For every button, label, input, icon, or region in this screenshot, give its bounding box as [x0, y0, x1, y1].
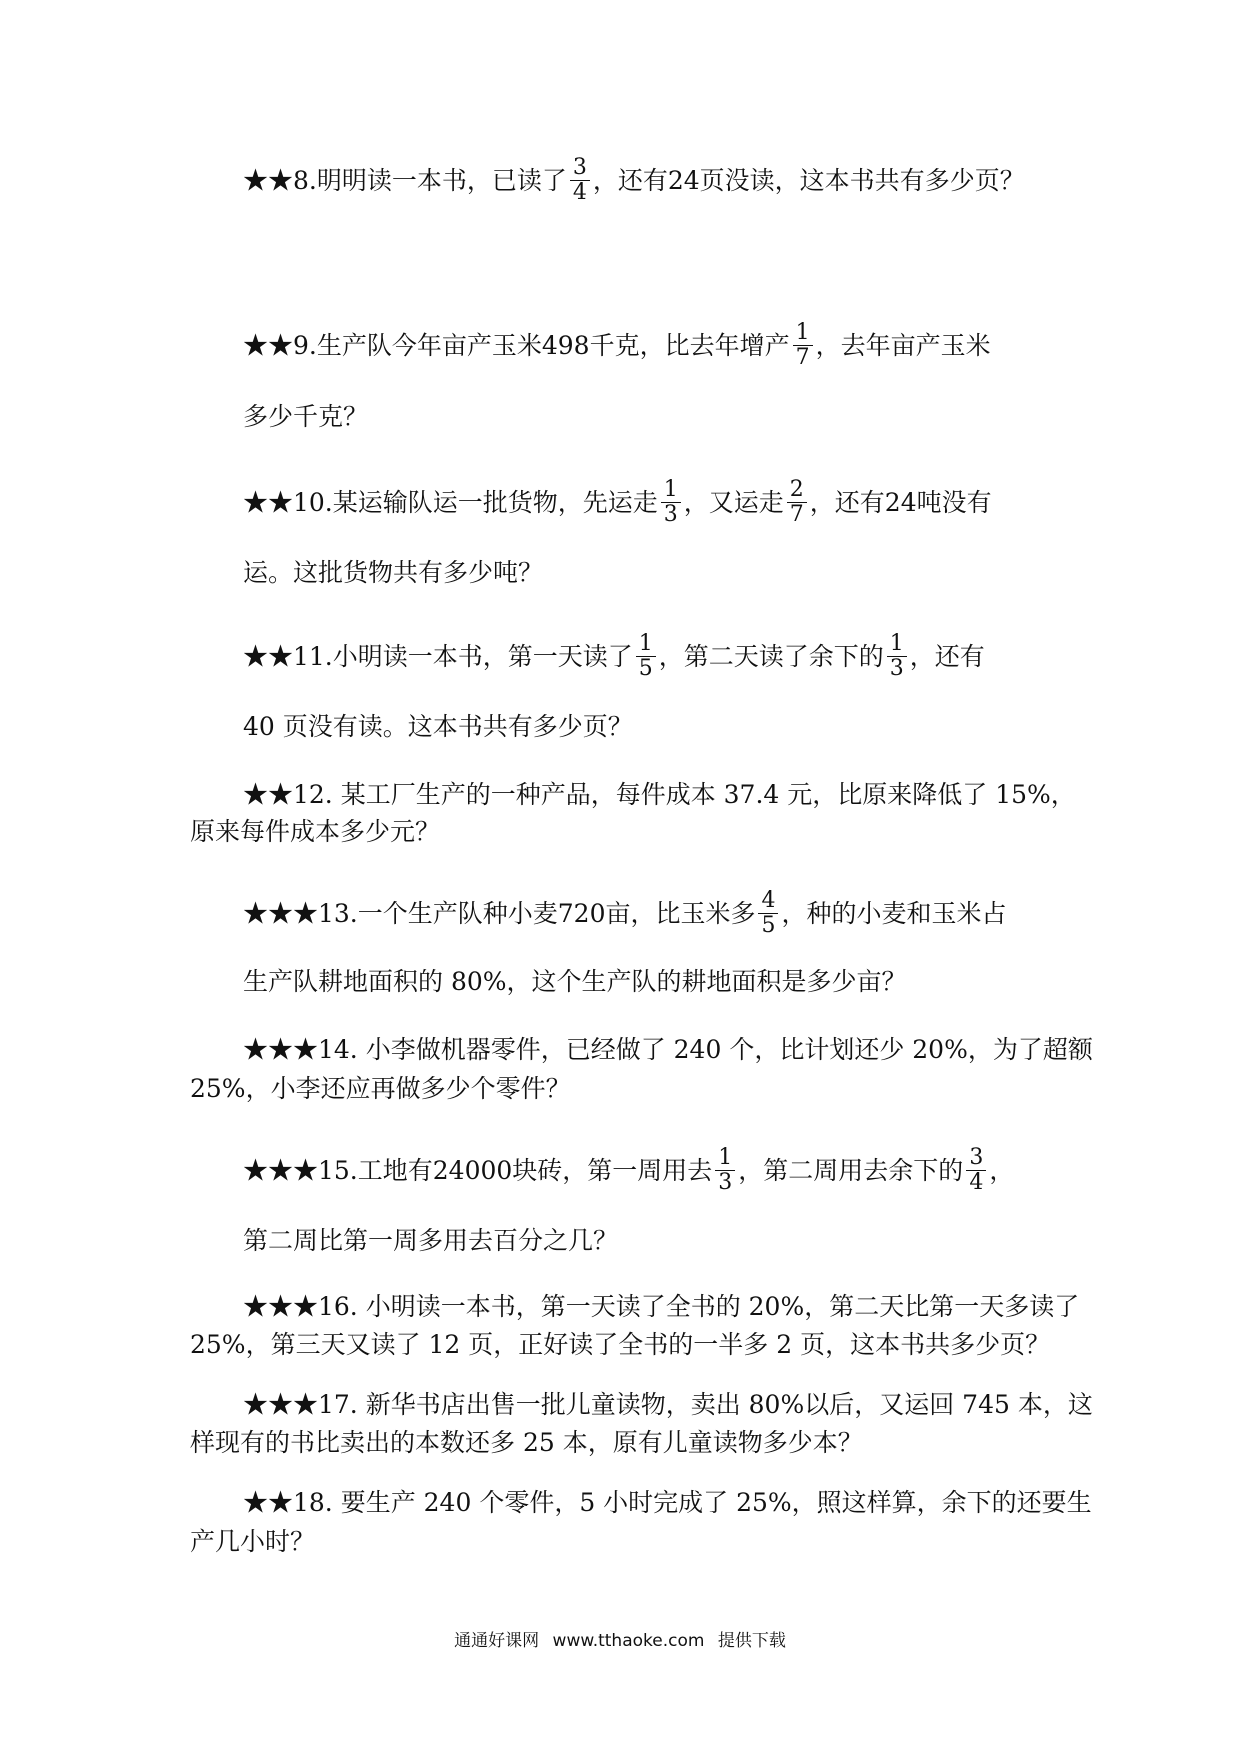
problem-13-fraction [758, 889, 778, 938]
problem-17-line-2: 样现有的书比卖出的本数还多 25 本，原有儿童读物多少本？ [190, 1428, 863, 1457]
problem-9-fraction [793, 321, 813, 370]
fraction-denominator: 4 [969, 1170, 984, 1195]
problem-10-line-1 [243, 477, 992, 529]
fraction-numerator: 1 [715, 1146, 735, 1171]
problem-15-text-c: ， [989, 1156, 1015, 1185]
problem-10-fraction-2 [787, 478, 807, 527]
fraction-numerator: 1 [793, 321, 813, 346]
problem-15-label: ★★★15. [243, 1156, 358, 1185]
fraction-denominator: 7 [795, 345, 810, 370]
footer-suffix: 提供下载 [717, 1631, 786, 1651]
fraction-denominator: 7 [789, 502, 804, 527]
problem-12-line-2: 原来每件成本多少元？ [190, 817, 441, 846]
fraction-numerator: 1 [661, 478, 681, 503]
page-footer [0, 1626, 1240, 1651]
problem-15-text-b: ，第二周用去余下的 [738, 1156, 964, 1185]
fraction-numerator: 1 [636, 632, 656, 657]
problem-12-line-1: ★★12. 某工厂生产的一种产品，每件成本 37.4 元，比原来降低了 15%， [243, 780, 1076, 809]
fraction-denominator: 5 [638, 656, 653, 681]
problem-13-label: ★★★13. [243, 899, 358, 928]
problem-9-text-b: ，去年亩产玉米 [815, 331, 991, 360]
problem-13-line-2: 生产队耕地面积的 80%，这个生产队的耕地面积是多少亩？ [243, 967, 907, 996]
problem-13-line-1 [243, 888, 1007, 940]
problem-14-line-1: ★★★14. 小李做机器零件，已经做了 240 个，比计划还少 20%，为了超额 [243, 1035, 1093, 1064]
problem-15-line-1 [243, 1145, 1015, 1197]
problem-18-line-2: 产几小时？ [190, 1527, 316, 1556]
problem-14-line-2: 25%，小李还应再做多少个零件？ [190, 1074, 571, 1103]
problem-11-text-a: 小明读一本书，第一天读了 [332, 642, 633, 671]
problem-10-text-b: ，又运走 [683, 488, 784, 517]
fraction-denominator: 4 [572, 180, 587, 205]
problem-8-text-b: ，还有24页没读，这本书共有多少页？ [592, 166, 1025, 195]
fraction-numerator: 3 [570, 156, 590, 181]
problem-18-line-1: ★★18. 要生产 240 个零件，5 小时完成了 25%，照这样算，余下的还要生 [243, 1488, 1092, 1517]
problem-10-text-a: 某运输队运一批货物，先运走 [332, 488, 658, 517]
fraction-denominator: 3 [889, 656, 904, 681]
problem-10-line-2: 运。这批货物共有多少吨？ [243, 558, 544, 587]
problem-8-label: ★★8. [243, 166, 317, 195]
problem-8-line-1 [243, 155, 1025, 207]
problem-15-line-2: 第二周比第一周多用去百分之几？ [243, 1226, 619, 1255]
problem-8-text-a: 明明读一本书，已读了 [316, 166, 567, 195]
fraction-numerator: 4 [758, 889, 778, 914]
problem-16-line-1: ★★★16. 小明读一本书，第一天读了全书的 20%，第二天比第一天多读了 [243, 1292, 1080, 1321]
problem-9-line-2: 多少千克？ [243, 402, 369, 431]
fraction-denominator: 5 [761, 913, 776, 938]
problem-10-fraction-1 [661, 478, 681, 527]
problem-9-text-a: 生产队今年亩产玉米498千克，比去年增产 [316, 331, 790, 360]
fraction-numerator: 3 [966, 1146, 986, 1171]
problem-11-line-2: 40 页没有读。这本书共有多少页？ [243, 712, 633, 741]
problem-16-line-2: 25%，第三天又读了 12 页，正好读了全书的一半多 2 页，这本书共多少页？ [190, 1330, 1051, 1359]
fraction-denominator: 3 [663, 502, 678, 527]
problem-15-fraction-1 [715, 1146, 735, 1195]
problem-8-fraction [570, 156, 590, 205]
fraction-numerator: 2 [787, 478, 807, 503]
problem-11-fraction-1 [636, 632, 656, 681]
footer-site-name: 通通好课网 [454, 1631, 540, 1651]
problem-15-fraction-2 [966, 1146, 986, 1195]
footer-url-link[interactable]: www.tthaoke.com [552, 1631, 705, 1651]
problem-10-label: ★★10. [243, 488, 333, 517]
problem-13-text-b: ，种的小麦和玉米占 [781, 899, 1007, 928]
problem-11-text-c: ，还有 [909, 642, 985, 671]
problem-15-text-a: 工地有24000块砖，第一周用去 [357, 1156, 713, 1185]
problem-11-fraction-2 [887, 632, 907, 681]
problem-9-label: ★★9. [243, 331, 317, 360]
problem-9-line-1 [243, 320, 991, 372]
fraction-numerator: 1 [887, 632, 907, 657]
problem-11-text-b: ，第二天读了余下的 [658, 642, 884, 671]
problem-11-label: ★★11. [243, 642, 333, 671]
problem-11-line-1 [243, 631, 985, 683]
fraction-denominator: 3 [718, 1170, 733, 1195]
problem-17-line-1: ★★★17. 新华书店出售一批儿童读物，卖出 80%以后，又运回 745 本，这 [243, 1390, 1093, 1419]
problem-13-text-a: 一个生产队种小麦720亩，比玉米多 [357, 899, 756, 928]
problem-10-text-c: ，还有24吨没有 [809, 488, 992, 517]
